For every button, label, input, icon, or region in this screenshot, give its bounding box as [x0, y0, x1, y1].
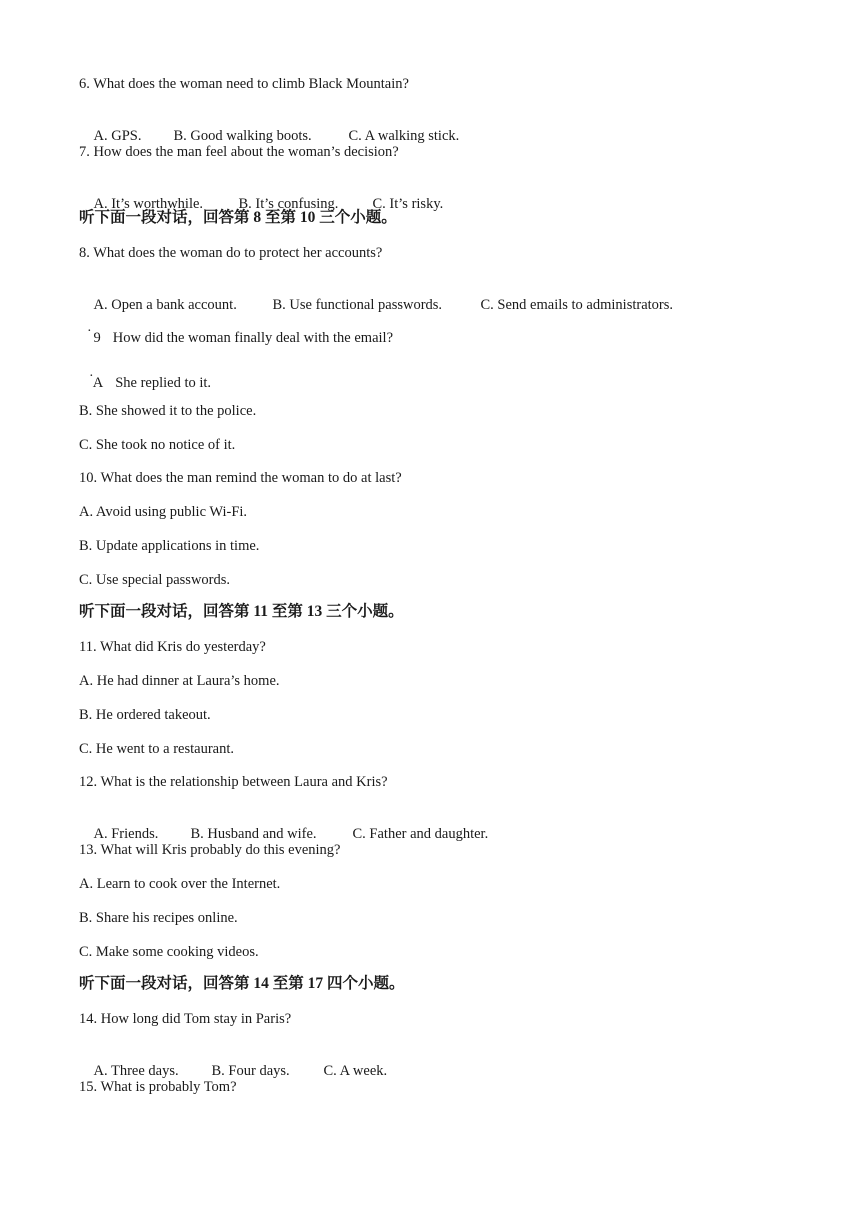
- question-10-option-a: A. Avoid using public Wi-Fi.: [79, 504, 248, 520]
- question-11-option-a: A. He had dinner at Laura’s home.: [79, 673, 280, 689]
- option-c: C. A walking stick.: [348, 128, 460, 144]
- stray-dot: ·: [89, 369, 94, 384]
- question-15: 15. What is probably Tom?: [79, 1079, 237, 1095]
- question-10-option-c: C. Use special passwords.: [79, 572, 231, 588]
- section-header-14-17: 听下面一段对话，回答第 14 至第 17 四个小题。: [79, 975, 405, 992]
- question-11-option-c: C. He went to a restaurant.: [79, 741, 235, 757]
- question-13-option-c: C. Make some cooking videos.: [79, 944, 259, 960]
- section-header-11-13: 听下面一段对话，回答第 11 至第 13 三个小题。: [79, 603, 404, 620]
- question-11: 11. What did Kris do yesterday?: [79, 639, 266, 655]
- option-c: C. It’s risky.: [372, 196, 444, 212]
- stray-dot: ·: [87, 324, 92, 339]
- option-text: She replied to it.: [115, 375, 212, 391]
- question-13-option-b: B. Share his recipes online.: [79, 910, 238, 926]
- option-c: C. A week.: [323, 1063, 388, 1079]
- option-a: A. Friends.: [93, 826, 159, 842]
- question-9-option-b: B. She showed it to the police.: [79, 403, 257, 419]
- option-a: A. It’s worthwhile.: [93, 196, 204, 212]
- section-header-8-10: 听下面一段对话，回答第 8 至第 10 三个小题。: [79, 209, 397, 226]
- option-a: A. Three days.: [93, 1063, 179, 1079]
- option-letter: A: [92, 375, 104, 391]
- option-a: A. GPS.: [93, 128, 142, 144]
- question-8: 8. What does the woman do to protect her accounts?: [79, 245, 383, 261]
- option-b: B. Use functional passwords.: [272, 297, 443, 313]
- question-10: 10. What does the man remind the woman to do at last?: [79, 470, 402, 486]
- option-b: B. It’s confusing.: [238, 196, 339, 212]
- question-7: 7. How does the man feel about the woman’s decision?: [79, 144, 399, 160]
- question-number: 9: [93, 330, 101, 346]
- question-12: 12. What is the relationship between Laura and Kris?: [79, 774, 388, 790]
- question-14: 14. How long did Tom stay in Paris?: [79, 1011, 292, 1027]
- option-a: A. Open a bank account.: [93, 297, 237, 313]
- option-b: B. Good walking boots.: [173, 128, 312, 144]
- question-text: How did the woman finally deal with the email?: [112, 330, 394, 346]
- question-13: 13. What will Kris probably do this evening?: [79, 842, 341, 858]
- question-11-option-b: B. He ordered takeout.: [79, 707, 211, 723]
- option-c: C. Send emails to administrators.: [480, 297, 674, 313]
- question-13-option-a: A. Learn to cook over the Internet.: [79, 876, 281, 892]
- question-9-option-c: C. She took no notice of it.: [79, 437, 236, 453]
- question-10-option-b: B. Update applications in time.: [79, 538, 260, 554]
- option-b: B. Four days.: [211, 1063, 290, 1079]
- option-b: B. Husband and wife.: [190, 826, 317, 842]
- option-c: C. Father and daughter.: [352, 826, 489, 842]
- question-6: 6. What does the woman need to climb Black Mountain?: [79, 76, 409, 92]
